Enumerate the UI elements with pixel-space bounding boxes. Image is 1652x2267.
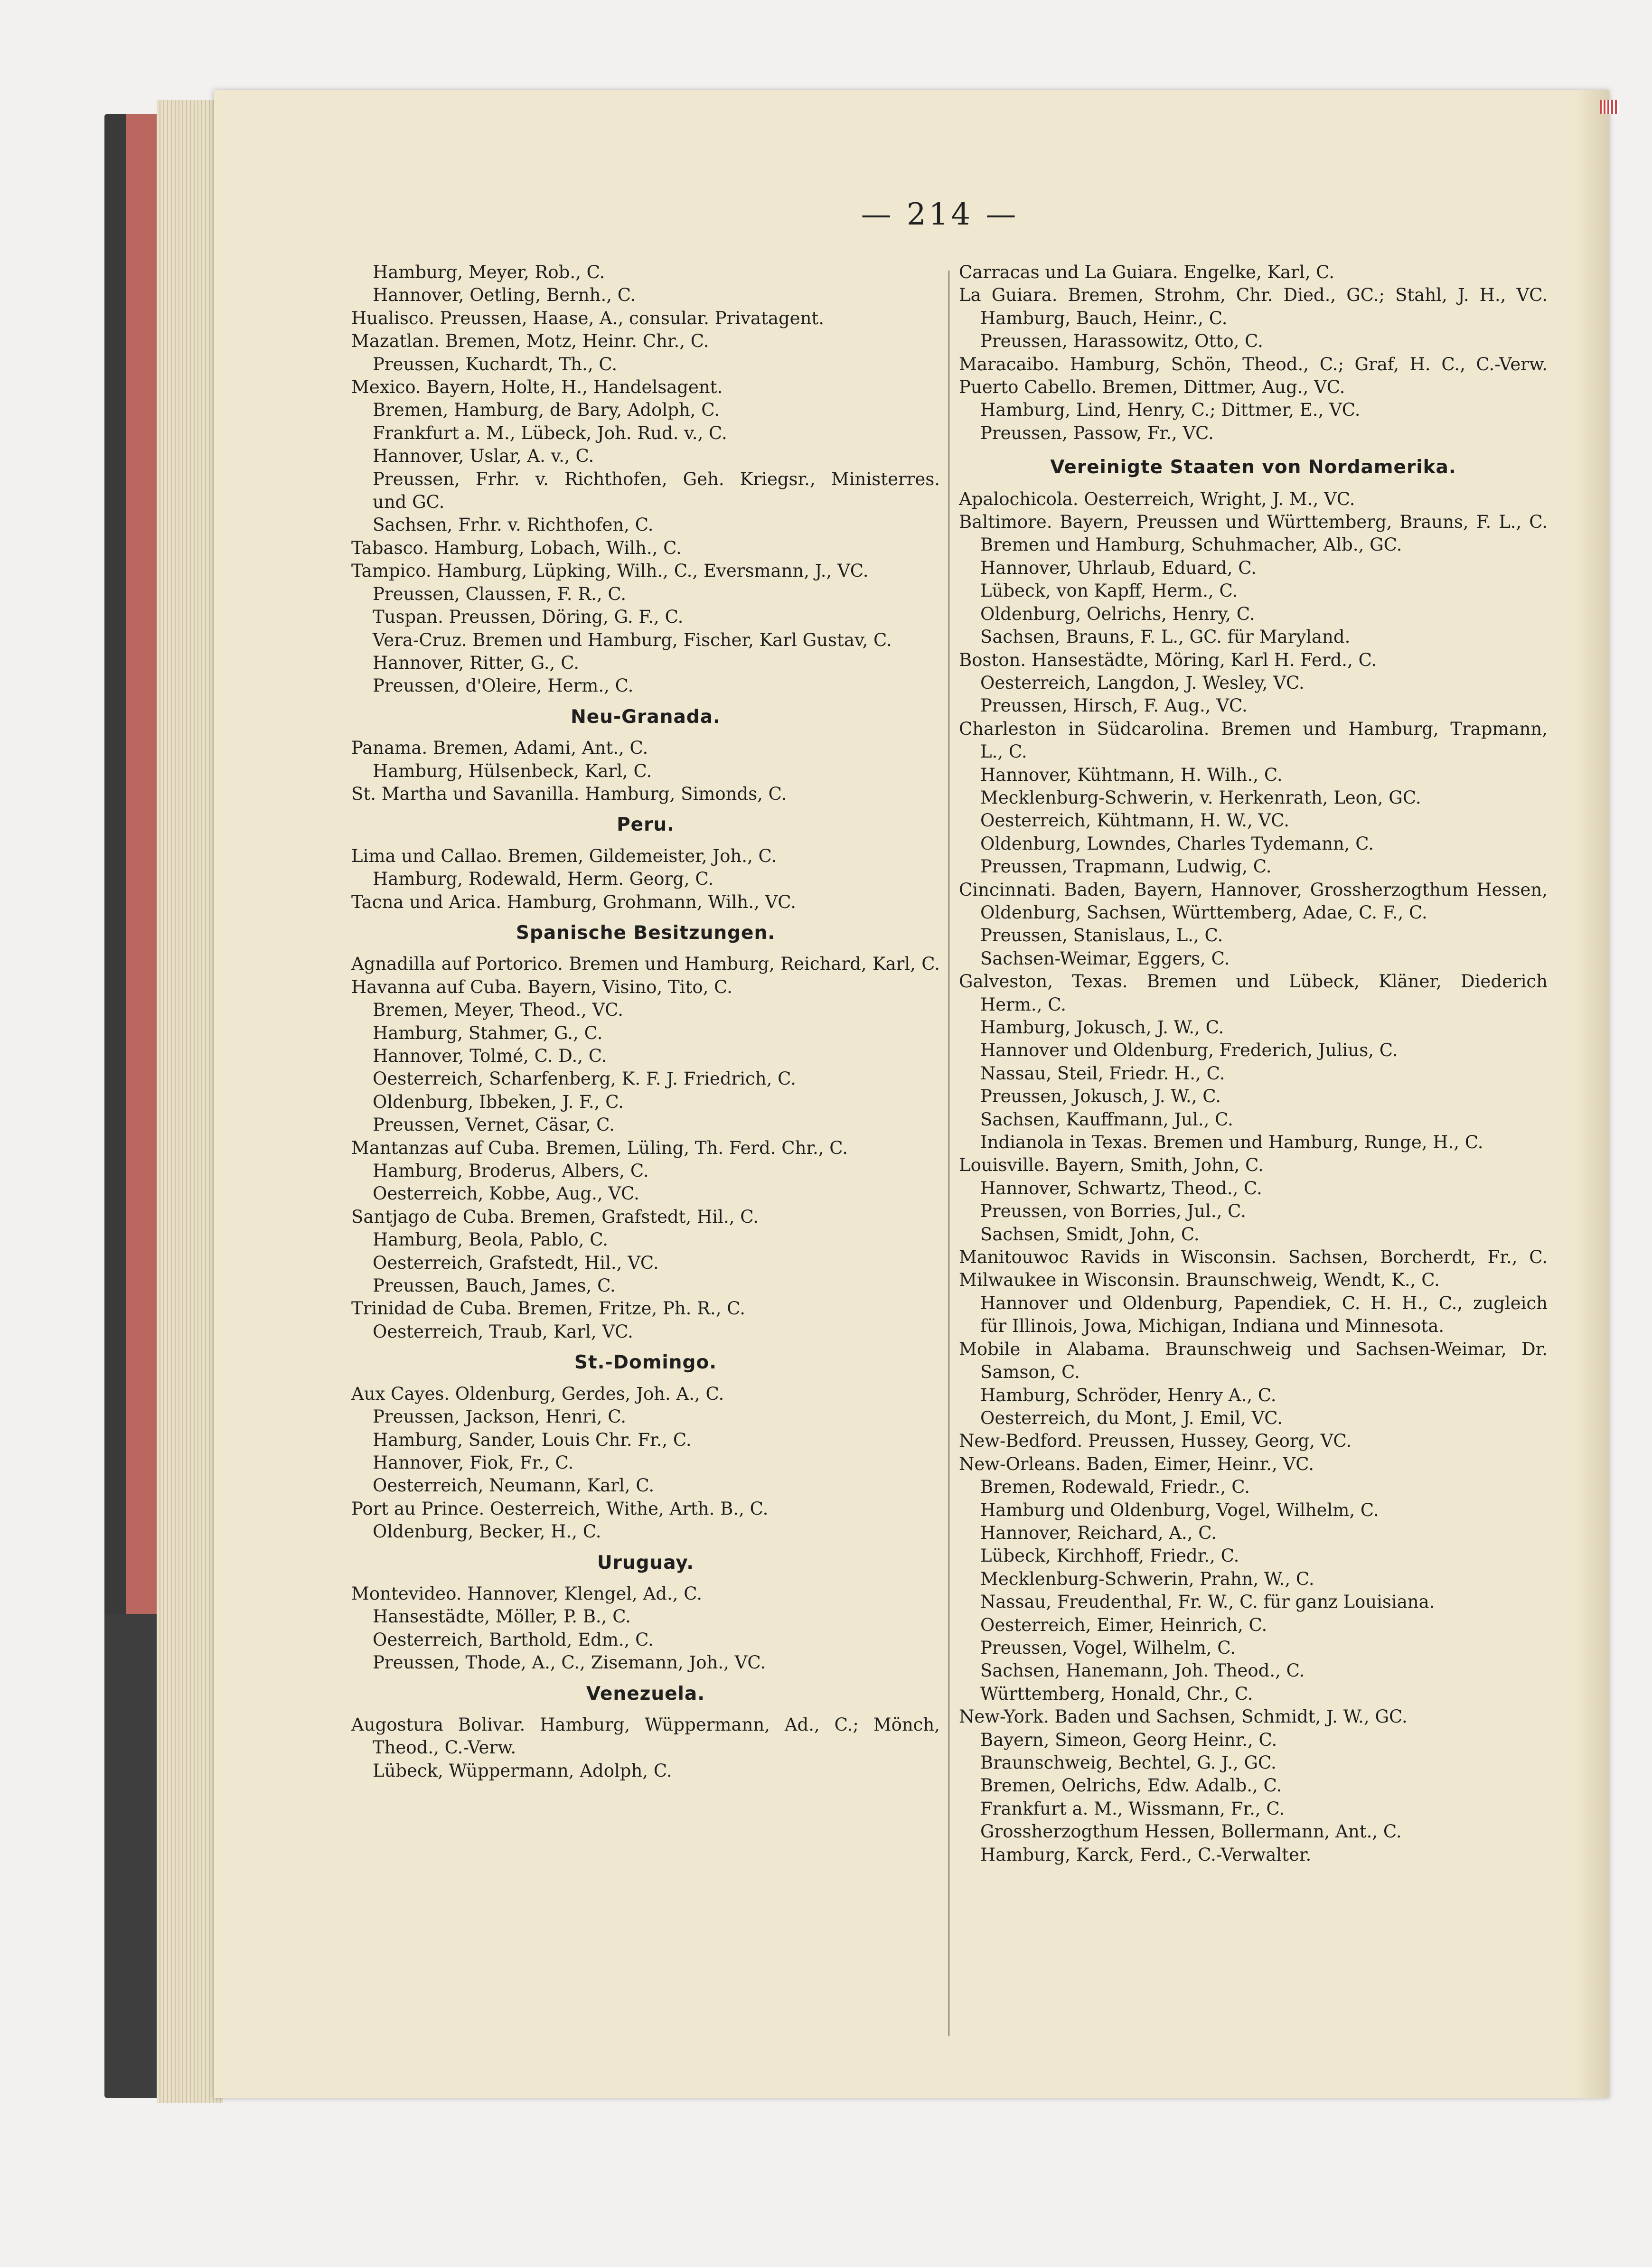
directory-entry: New-York. Baden und Sachsen, Schmidt, J. W., GC. xyxy=(959,1706,1408,1727)
directory-entry: Preussen, Harassowitz, Otto, C. xyxy=(980,331,1263,352)
directory-entry: Samson, C. xyxy=(980,1362,1080,1383)
directory-entry: Preussen, Vogel, Wilhelm, C. xyxy=(980,1637,1236,1658)
section-heading: Vereinigte Staaten von Nordamerika. xyxy=(1050,457,1456,478)
directory-entry: Tabasco. Hamburg, Lobach, Wilh., C. xyxy=(351,537,682,558)
directory-entry: Hannover, Fiok, Fr., C. xyxy=(373,1452,574,1473)
directory-entry: Manitouwoc Ravids in Wisconsin. Sachsen, Borcherdt, Fr., C. xyxy=(959,1247,1548,1268)
directory-entry: Hamburg, Beola, Pablo, C. xyxy=(373,1229,608,1250)
directory-entry: Hannover, Uslar, A. v., C. xyxy=(373,446,594,467)
directory-entry: Mecklenburg-Schwerin, v. Herkenrath, Leon, GC. xyxy=(980,787,1421,808)
directory-entry: Sachsen, Frhr. v. Richthofen, C. xyxy=(373,515,654,535)
directory-entry: Hannover, Reichard, A., C. xyxy=(980,1522,1217,1543)
directory-entry: Hamburg, Broderus, Albers, C. xyxy=(373,1161,649,1181)
directory-entry: Bayern, Simeon, Georg Heinr., C. xyxy=(980,1729,1277,1750)
directory-entry: Hamburg, Jokusch, J. W., C. xyxy=(980,1017,1224,1038)
directory-entry: St. Martha und Savanilla. Hamburg, Simonds, C. xyxy=(351,783,787,804)
section-heading: St.-Domingo. xyxy=(574,1352,717,1374)
directory-entry: Oesterreich, Traub, Karl, VC. xyxy=(373,1321,633,1342)
directory-entry: Preussen, Passow, Fr., VC. xyxy=(980,422,1214,443)
directory-entry: Indianola in Texas. Bremen und Hamburg, Runge, H., C. xyxy=(980,1132,1483,1153)
directory-entry: Hamburg und Oldenburg, Vogel, Wilhelm, C. xyxy=(980,1499,1379,1520)
page-edges xyxy=(157,100,223,2103)
directory-entry: Mexico. Bayern, Holte, H., Handelsagent. xyxy=(351,377,723,398)
directory-entry: Bremen, Oelrichs, Edw. Adalb., C. xyxy=(980,1775,1282,1796)
directory-entry: Tuspan. Preussen, Döring, G. F., C. xyxy=(373,607,684,628)
directory-entry: Sachsen, Kauffmann, Jul., C. xyxy=(980,1109,1233,1130)
directory-entry: Lübeck, Kirchhoff, Friedr., C. xyxy=(980,1546,1239,1566)
directory-entry: Oesterreich, Scharfenberg, K. F. J. Friedrich, C. xyxy=(373,1068,796,1089)
directory-entry: Oesterreich, Kühtmann, H. W., VC. xyxy=(980,810,1289,831)
directory-entry: Oldenburg, Oelrichs, Henry, C. xyxy=(980,603,1255,624)
directory-entry: Hannover, Ritter, G., C. xyxy=(373,652,579,673)
directory-entry: Preussen, Thode, A., C., Zisemann, Joh., VC. xyxy=(373,1652,766,1673)
directory-entry: Sachsen-Weimar, Eggers, C. xyxy=(980,948,1230,969)
directory-entry: L., C. xyxy=(980,741,1027,762)
directory-entry: Frankfurt a. M., Wissmann, Fr., C. xyxy=(980,1798,1285,1819)
directory-entry: Aux Cayes. Oldenburg, Gerdes, Joh. A., C. xyxy=(351,1383,724,1404)
directory-entry: Hamburg, Stahmer, G., C. xyxy=(373,1022,603,1043)
directory-entry: Milwaukee in Wisconsin. Braunschweig, Wendt, K., C. xyxy=(959,1270,1440,1291)
directory-entry: Bremen, Hamburg, de Bary, Adolph, C. xyxy=(373,400,720,421)
directory-entry: Augostura Bolivar. Hamburg, Wüppermann, Ad., C.; Mönch, xyxy=(351,1714,940,1735)
directory-entry: Charleston in Südcarolina. Bremen und Hamburg, Trapmann, xyxy=(959,718,1548,739)
directory-entry: Hannover, Oetling, Bernh., C. xyxy=(373,285,636,306)
directory-entry: Agnadilla auf Portorico. Bremen und Hamburg, Reichard, Karl, C. xyxy=(351,954,940,974)
directory-entry: Theod., C.-Verw. xyxy=(373,1737,516,1758)
directory-entry: Hamburg, Meyer, Rob., C. xyxy=(373,262,605,282)
directory-entry: Grossherzogthum Hessen, Bollermann, Ant., C. xyxy=(980,1821,1402,1842)
directory-entry: Preussen, Vernet, Cäsar, C. xyxy=(373,1115,615,1135)
section-heading: Neu-Granada. xyxy=(571,706,721,728)
section-heading: Uruguay. xyxy=(597,1552,695,1574)
directory-entry: La Guiara. Bremen, Strohm, Chr. Died., GC.; Stahl, J. H., VC. xyxy=(959,285,1548,306)
page-gutter xyxy=(1576,90,1609,2098)
directory-entry: Trinidad de Cuba. Bremen, Fritze, Ph. R., C. xyxy=(351,1298,746,1319)
directory-entry: Oldenburg, Lowndes, Charles Tydemann, C. xyxy=(980,833,1374,854)
directory-entry: Hannover, Uhrlaub, Eduard, C. xyxy=(980,557,1257,578)
directory-entry: Oesterreich, Kobbe, Aug., VC. xyxy=(373,1183,639,1204)
directory-entry: Preussen, Claussen, F. R., C. xyxy=(373,583,627,604)
directory-entry: Bremen, Meyer, Theod., VC. xyxy=(373,1000,623,1021)
directory-entry: Galveston, Texas. Bremen und Lübeck, Kläner, Diederich xyxy=(959,971,1548,992)
directory-entry: Vera-Cruz. Bremen und Hamburg, Fischer, Karl Gustav, C. xyxy=(373,629,892,650)
directory-entry: Preussen, Kuchardt, Th., C. xyxy=(373,354,618,375)
directory-entry: Mecklenburg-Schwerin, Prahn, W., C. xyxy=(980,1568,1314,1589)
directory-entry: Puerto Cabello. Bremen, Dittmer, Aug., VC. xyxy=(959,377,1345,398)
directory-entry: Hamburg, Karck, Ferd., C.-Verwalter. xyxy=(980,1844,1312,1865)
right-column xyxy=(959,261,1548,1866)
directory-entry: Hualisco. Preussen, Haase, A., consular. Privatagent. xyxy=(351,308,825,328)
page-number: — 214 — xyxy=(861,197,1019,232)
directory-entry: Baltimore. Bayern, Preussen und Württemberg, Brauns, F. L., C. xyxy=(959,512,1548,533)
section-heading: Venezuela. xyxy=(586,1683,705,1705)
directory-entry: Hamburg, Sander, Louis Chr. Fr., C. xyxy=(373,1429,692,1450)
directory-entry: Sachsen, Smidt, John, C. xyxy=(980,1224,1200,1245)
directory-entry: Nassau, Steil, Friedr. H., C. xyxy=(980,1063,1225,1084)
directory-entry: Oesterreich, du Mont, J. Emil, VC. xyxy=(980,1407,1283,1428)
directory-entry: Mantanzas auf Cuba. Bremen, Lüling, Th. Ferd. Chr., C. xyxy=(351,1137,848,1158)
directory-entry: Havanna auf Cuba. Bayern, Visino, Tito, C. xyxy=(351,976,732,997)
directory-entry: Oesterreich, Grafstedt, Hil., VC. xyxy=(373,1252,659,1273)
directory-entry: Lübeck, Wüppermann, Adolph, C. xyxy=(373,1760,672,1781)
directory-entry: Preussen, Hirsch, F. Aug., VC. xyxy=(980,695,1248,716)
directory-entry: Panama. Bremen, Adami, Ant., C. xyxy=(351,738,648,759)
directory-entry: Hansestädte, Möller, P. B., C. xyxy=(373,1606,631,1627)
directory-entry: Preussen, von Borries, Jul., C. xyxy=(980,1201,1246,1222)
directory-entry: Oesterreich, Langdon, J. Wesley, VC. xyxy=(980,672,1305,693)
directory-entry: Apalochicola. Oesterreich, Wright, J. M., VC. xyxy=(959,488,1355,509)
directory-entry: und GC. xyxy=(373,492,445,513)
directory-entry: Nassau, Freudenthal, Fr. W., C. für ganz Louisiana. xyxy=(980,1592,1435,1612)
directory-entry: Hamburg, Hülsenbeck, Karl, C. xyxy=(373,760,652,781)
directory-entry: Oesterreich, Neumann, Karl, C. xyxy=(373,1475,655,1496)
directory-entry: Cincinnati. Baden, Bayern, Hannover, Grossherzogthum Hessen, xyxy=(959,879,1548,900)
directory-entry: für Illinois, Jowa, Michigan, Indiana und Minnesota. xyxy=(980,1316,1445,1337)
directory-entry: New-Orleans. Baden, Eimer, Heinr., VC. xyxy=(959,1453,1314,1474)
section-heading: Peru. xyxy=(617,814,675,836)
directory-entry: Hannover und Oldenburg, Papendiek, C. H. H., C., zugleich xyxy=(980,1293,1548,1313)
directory-entry: Oldenburg, Ibbeken, J. F., C. xyxy=(373,1091,624,1112)
directory-entry: Braunschweig, Bechtel, G. J., GC. xyxy=(980,1752,1277,1773)
directory-entry: Bremen, Rodewald, Friedr., C. xyxy=(980,1477,1250,1498)
directory-entry: Maracaibo. Hamburg, Schön, Theod., C.; Graf, H. C., C.-Verw. xyxy=(959,354,1548,375)
directory-entry: Port au Prince. Oesterreich, Withe, Arth. B., C. xyxy=(351,1498,769,1519)
directory-entry: Tampico. Hamburg, Lüpking, Wilh., C., Eversmann, J., VC. xyxy=(351,561,869,581)
bookmark-tab xyxy=(1600,100,1619,114)
directory-entry: Preussen, Jokusch, J. W., C. xyxy=(980,1086,1221,1107)
directory-entry: Herm., C. xyxy=(980,994,1066,1015)
directory-entry: Louisville. Bayern, Smith, John, C. xyxy=(959,1155,1264,1176)
directory-entry: Preussen, Trapmann, Ludwig, C. xyxy=(980,856,1272,877)
directory-entry: Carracas und La Guiara. Engelke, Karl, C. xyxy=(959,262,1334,282)
directory-entry: Sachsen, Hanemann, Joh. Theod., C. xyxy=(980,1660,1305,1681)
directory-entry: Hamburg, Bauch, Heinr., C. xyxy=(980,308,1228,328)
section-heading: Spanische Besitzungen. xyxy=(516,922,776,944)
directory-entry: Preussen, Jackson, Henri, C. xyxy=(373,1406,626,1427)
directory-entry: Santjago de Cuba. Bremen, Grafstedt, Hil., C. xyxy=(351,1206,759,1227)
directory-entry: Oldenburg, Becker, H., C. xyxy=(373,1521,601,1542)
directory-entry: Hamburg, Lind, Henry, C.; Dittmer, E., VC. xyxy=(980,400,1361,421)
directory-entry: Hamburg, Schröder, Henry A., C. xyxy=(980,1385,1277,1405)
directory-entry: Oesterreich, Barthold, Edm., C. xyxy=(373,1629,654,1650)
directory-entry: New-Bedford. Preussen, Hussey, Georg, VC. xyxy=(959,1431,1352,1452)
directory-entry: Sachsen, Brauns, F. L., GC. für Maryland. xyxy=(980,627,1351,647)
directory-entry: Preussen, Bauch, James, C. xyxy=(373,1275,616,1296)
directory-entry: Hannover, Kühtmann, H. Wilh., C. xyxy=(980,764,1283,785)
directory-entry: Bremen und Hamburg, Schuhmacher, Alb., GC. xyxy=(980,534,1402,555)
directory-entry: Tacna und Arica. Hamburg, Grohmann, Wilh., VC. xyxy=(351,891,797,912)
directory-entry: Hamburg, Rodewald, Herm. Georg, C. xyxy=(373,869,714,890)
directory-entry: Preussen, Stanislaus, L., C. xyxy=(980,925,1223,946)
directory-entry: Oldenburg, Sachsen, Württemberg, Adae, C. F., C. xyxy=(980,902,1427,923)
directory-entry: Montevideo. Hannover, Klengel, Ad., C. xyxy=(351,1583,703,1604)
directory-entry: Mazatlan. Bremen, Motz, Heinr. Chr., C. xyxy=(351,331,709,352)
directory-entry: Oesterreich, Eimer, Heinrich, C. xyxy=(980,1614,1267,1635)
directory-entry: Hannover, Schwartz, Theod., C. xyxy=(980,1178,1262,1199)
column-divider xyxy=(948,271,949,2036)
directory-entry: Boston. Hansestädte, Möring, Karl H. Ferd., C. xyxy=(959,649,1377,670)
directory-entry: Preussen, Frhr. v. Richthofen, Geh. Kriegsr., Ministerres. xyxy=(373,468,940,489)
directory-entry: Lübeck, von Kapff, Herm., C. xyxy=(980,581,1238,601)
directory-entry: Frankfurt a. M., Lübeck, Joh. Rud. v., C. xyxy=(373,422,727,443)
left-column xyxy=(351,261,940,1782)
directory-entry: Hannover und Oldenburg, Frederich, Julius, C. xyxy=(980,1040,1398,1061)
directory-entry: Hannover, Tolmé, C. D., C. xyxy=(373,1046,607,1066)
directory-entry: Lima und Callao. Bremen, Gildemeister, Joh., C. xyxy=(351,845,777,866)
directory-entry: Preussen, d'Oleire, Herm., C. xyxy=(373,675,634,696)
directory-entry: Württemberg, Honald, Chr., C. xyxy=(980,1683,1253,1704)
directory-entry: Mobile in Alabama. Braunschweig und Sachsen-Weimar, Dr. xyxy=(959,1339,1548,1359)
